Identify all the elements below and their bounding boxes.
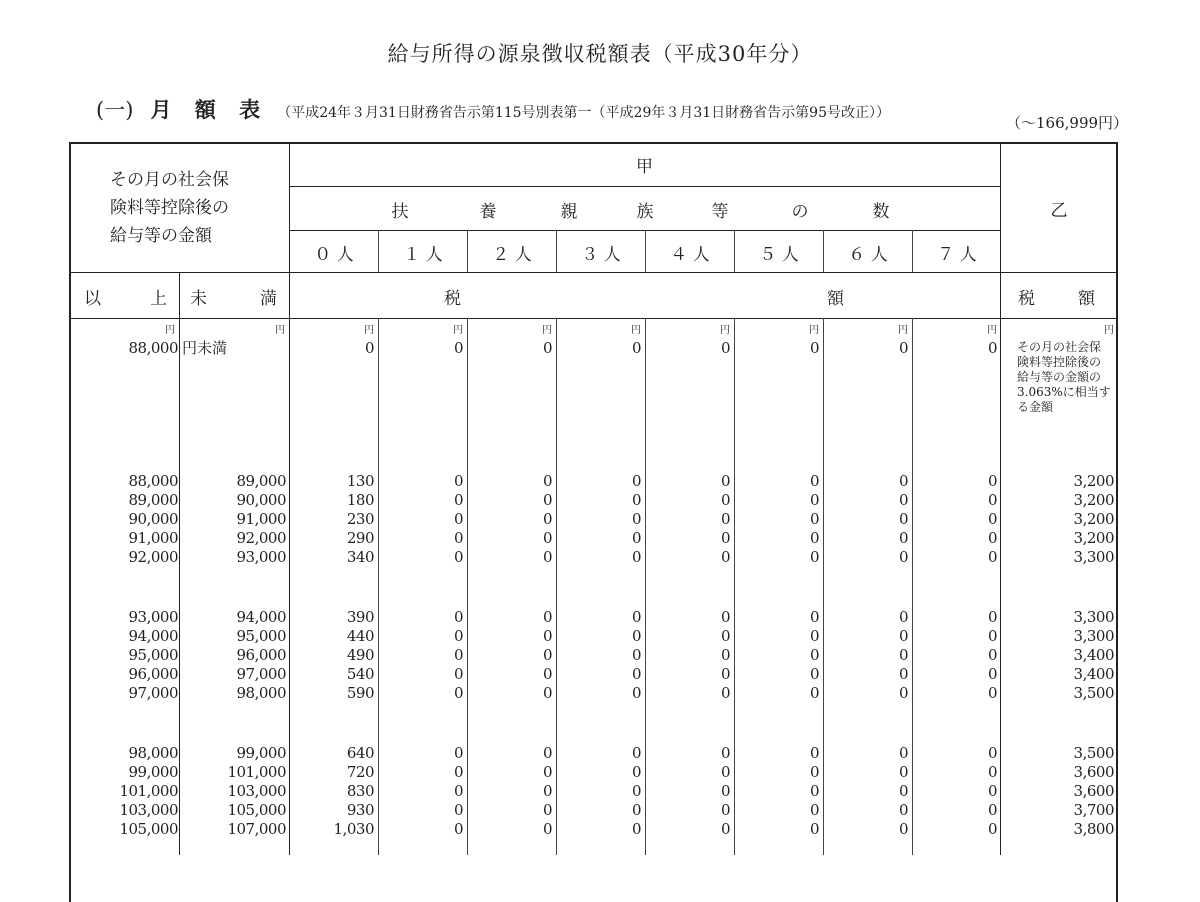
kou-tax-cell: 230 bbox=[346, 510, 374, 528]
kou-tax-cell: 180 bbox=[346, 491, 374, 509]
income-header-line: 険料等控除後の bbox=[110, 198, 229, 218]
kou-tax-cell: 0 bbox=[631, 646, 641, 664]
income-to-cell: 94,000 bbox=[236, 608, 286, 626]
income-to-cell: 93,000 bbox=[236, 548, 286, 566]
income-to-cell: 95,000 bbox=[236, 627, 286, 645]
kou-tax-cell: 1,030 bbox=[333, 820, 374, 838]
kou-tax-cell: 0 bbox=[898, 548, 908, 566]
kou-tax-cell: 0 bbox=[453, 608, 463, 626]
range-note: （～166,999円） bbox=[1006, 114, 1129, 132]
kou-tax-cell: 0 bbox=[898, 510, 908, 528]
kou-tax-cell: 0 bbox=[631, 529, 641, 547]
kou-tax-cell: 0 bbox=[631, 684, 641, 702]
kou-tax-cell: 0 bbox=[987, 608, 997, 626]
kou-tax-cell: 540 bbox=[346, 665, 374, 683]
kou-tax-cell: 0 bbox=[720, 763, 730, 781]
income-to-cell: 107,000 bbox=[227, 820, 286, 838]
kou-tax-cell: 0 bbox=[542, 608, 552, 626]
kou-tax-cell: 0 bbox=[898, 820, 908, 838]
otsu-tax-cell: 3,200 bbox=[1073, 529, 1114, 547]
kou-tax-cell: 0 bbox=[453, 684, 463, 702]
kou-tax-cell: 0 bbox=[453, 820, 463, 838]
kou-tax-cell: 0 bbox=[720, 491, 730, 509]
kou-tax-cell: 490 bbox=[346, 646, 374, 664]
income-to-cell: 90,000 bbox=[236, 491, 286, 509]
kou-tax-cell: 0 bbox=[809, 491, 819, 509]
kou-tax-cell: 0 bbox=[809, 782, 819, 800]
income-from-cell: 92,000 bbox=[128, 548, 178, 566]
kou-tax-cell: 0 bbox=[898, 763, 908, 781]
kou-tax-cell: 0 bbox=[720, 548, 730, 566]
kou-tax-cell: 0 bbox=[898, 608, 908, 626]
kou-tax-cell: 0 bbox=[542, 665, 552, 683]
kou-tax-cell: 0 bbox=[453, 744, 463, 762]
kou-header: 甲 bbox=[636, 157, 653, 177]
kou-tax-cell: 0 bbox=[809, 472, 819, 490]
kou-tax-cell: 0 bbox=[720, 646, 730, 664]
kou-tax-cell: 0 bbox=[542, 684, 552, 702]
kou-tax-cell: 0 bbox=[720, 744, 730, 762]
kou-tax-cell: 0 bbox=[453, 665, 463, 683]
kou-tax-cell: 0 bbox=[720, 627, 730, 645]
kou-tax-cell: 0 bbox=[898, 801, 908, 819]
kou-tax-cell: 0 bbox=[453, 801, 463, 819]
kou-tax-cell: 0 bbox=[987, 801, 997, 819]
kou-tax-cell: 0 bbox=[809, 665, 819, 683]
kou-tax-cell: 0 bbox=[631, 510, 641, 528]
otsu-tax-cell: 3,600 bbox=[1073, 782, 1114, 800]
section-note: （平成24年３月31日財務省告示第115号別表第一（平成29年３月31日財務省告示第95号改正）） bbox=[277, 105, 890, 121]
kou-tax-cell: 0 bbox=[809, 801, 819, 819]
kou-tax-cell: 0 bbox=[987, 665, 997, 683]
otsu-tax-cell: 3,200 bbox=[1073, 472, 1114, 490]
kou-tax-cell: 290 bbox=[346, 529, 374, 547]
kou-tax-cell: 0 bbox=[542, 820, 552, 838]
kou-tax-cell: 0 bbox=[631, 763, 641, 781]
income-to-cell: 98,000 bbox=[236, 684, 286, 702]
income-header-line: その月の社会保 bbox=[110, 170, 229, 190]
income-from-cell: 93,000 bbox=[128, 608, 178, 626]
otsu-tax-cell: 3,800 bbox=[1073, 820, 1114, 838]
kou-tax-cell: 0 bbox=[631, 801, 641, 819]
kou-tax-cell: 0 bbox=[898, 684, 908, 702]
kou-tax-cell: 0 bbox=[898, 744, 908, 762]
kou-tax-cell: 0 bbox=[453, 646, 463, 664]
otsu-tax-cell: 3,500 bbox=[1073, 744, 1114, 762]
kou-tax-cell: 0 bbox=[720, 608, 730, 626]
otsu-tax-cell: 3,300 bbox=[1073, 608, 1114, 626]
section-name: 月 額 表 bbox=[150, 97, 269, 122]
kou-tax-cell: 0 bbox=[631, 744, 641, 762]
kou-tax-cell: 0 bbox=[720, 472, 730, 490]
kou-tax-cell: 0 bbox=[631, 472, 641, 490]
kou-tax-cell: 0 bbox=[453, 782, 463, 800]
kou-tax-cell: 0 bbox=[987, 744, 997, 762]
section-number: (一) bbox=[96, 98, 134, 122]
kou-tax-cell: 0 bbox=[898, 472, 908, 490]
kou-tax-cell: 0 bbox=[542, 548, 552, 566]
income-from-cell: 91,000 bbox=[128, 529, 178, 547]
kou-tax-cell: 0 bbox=[987, 627, 997, 645]
kou-tax-cell: 0 bbox=[542, 801, 552, 819]
otsu-tax-cell: 3,500 bbox=[1073, 684, 1114, 702]
otsu-tax-cell: 3,700 bbox=[1073, 801, 1114, 819]
kou-tax-cell: 340 bbox=[346, 548, 374, 566]
income-to-cell: 97,000 bbox=[236, 665, 286, 683]
kou-tax-cell: 0 bbox=[898, 627, 908, 645]
kou-tax-cell: 0 bbox=[809, 763, 819, 781]
kou-tax-cell: 0 bbox=[898, 529, 908, 547]
income-from-cell: 88,000 bbox=[128, 472, 178, 490]
kou-tax-cell: 590 bbox=[346, 684, 374, 702]
kou-tax-cell: 0 bbox=[631, 627, 641, 645]
section-heading bbox=[96, 94, 890, 124]
kou-tax-cell: 0 bbox=[987, 491, 997, 509]
income-from-cell: 103,000 bbox=[119, 801, 178, 819]
income-from-cell: 97,000 bbox=[128, 684, 178, 702]
otsu-tax-cell: 3,400 bbox=[1073, 646, 1114, 664]
kou-tax-cell: 390 bbox=[346, 608, 374, 626]
kou-tax-cell: 0 bbox=[987, 782, 997, 800]
income-to-cell: 89,000 bbox=[236, 472, 286, 490]
kou-tax-cell: 0 bbox=[542, 646, 552, 664]
kou-tax-cell: 0 bbox=[542, 491, 552, 509]
otsu-tax-cell: 3,300 bbox=[1073, 548, 1114, 566]
kou-tax-cell: 0 bbox=[631, 665, 641, 683]
kou-tax-cell: 0 bbox=[987, 763, 997, 781]
income-to-cell: 105,000 bbox=[227, 801, 286, 819]
kou-tax-cell: 0 bbox=[542, 627, 552, 645]
income-from-cell: 99,000 bbox=[128, 763, 178, 781]
kou-tax-cell: 0 bbox=[720, 782, 730, 800]
kou-tax-cell: 0 bbox=[631, 782, 641, 800]
document-title: 給与所得の源泉徴収税額表（平成30年分） bbox=[387, 42, 813, 66]
otsu-tax-cell: 3,200 bbox=[1073, 510, 1114, 528]
kou-tax-cell: 0 bbox=[720, 684, 730, 702]
kou-tax-cell: 440 bbox=[346, 627, 374, 645]
kou-tax-cell: 0 bbox=[720, 529, 730, 547]
kou-tax-cell: 130 bbox=[346, 472, 374, 490]
kou-tax-cell: 0 bbox=[453, 529, 463, 547]
kou-tax-cell: 0 bbox=[987, 529, 997, 547]
kou-tax-cell: 0 bbox=[542, 529, 552, 547]
income-from-cell: 101,000 bbox=[119, 782, 178, 800]
kou-tax-cell: 0 bbox=[720, 801, 730, 819]
kou-tax-cell: 0 bbox=[453, 491, 463, 509]
kou-tax-cell: 0 bbox=[987, 684, 997, 702]
kou-tax-cell: 0 bbox=[809, 608, 819, 626]
kou-tax-cell: 0 bbox=[809, 646, 819, 664]
kou-tax-cell: 0 bbox=[542, 744, 552, 762]
kou-tax-cell: 0 bbox=[453, 510, 463, 528]
otsu-rate-note: その月の社会保険料等控除後の給与等の金額の3.063%に相当する金額 bbox=[1017, 340, 1111, 414]
kou-tax-cell: 720 bbox=[346, 763, 374, 781]
kou-tax-cell: 0 bbox=[631, 608, 641, 626]
kou-tax-cell: 0 bbox=[631, 491, 641, 509]
kou-tax-cell: 640 bbox=[346, 744, 374, 762]
income-from-cell: 96,000 bbox=[128, 665, 178, 683]
kou-tax-cell: 0 bbox=[720, 665, 730, 683]
kou-tax-cell: 0 bbox=[898, 665, 908, 683]
income-from-cell: 98,000 bbox=[128, 744, 178, 762]
kou-tax-cell: 830 bbox=[346, 782, 374, 800]
kou-tax-cell: 0 bbox=[720, 510, 730, 528]
kou-tax-cell: 0 bbox=[542, 782, 552, 800]
kou-tax-cell: 930 bbox=[346, 801, 374, 819]
income-to-cell: 96,000 bbox=[236, 646, 286, 664]
income-from-cell: 90,000 bbox=[128, 510, 178, 528]
kou-tax-cell: 0 bbox=[809, 510, 819, 528]
kou-tax-cell: 0 bbox=[453, 472, 463, 490]
income-from-cell: 94,000 bbox=[128, 627, 178, 645]
income-to-cell: 101,000 bbox=[227, 763, 286, 781]
otsu-header: 乙 bbox=[1050, 201, 1068, 221]
otsu-tax-cell: 3,200 bbox=[1073, 491, 1114, 509]
kou-tax-cell: 0 bbox=[898, 646, 908, 664]
kou-tax-cell: 0 bbox=[898, 782, 908, 800]
kou-tax-cell: 0 bbox=[720, 820, 730, 838]
kou-tax-cell: 0 bbox=[631, 548, 641, 566]
kou-tax-cell: 0 bbox=[987, 472, 997, 490]
kou-tax-cell: 0 bbox=[809, 627, 819, 645]
income-header-line: 給与等の金額 bbox=[110, 226, 212, 246]
kou-tax-cell: 0 bbox=[809, 529, 819, 547]
kou-tax-cell: 0 bbox=[809, 820, 819, 838]
income-from-cell: 105,000 bbox=[119, 820, 178, 838]
income-header-label bbox=[110, 166, 229, 250]
kou-tax-cell: 0 bbox=[987, 646, 997, 664]
kou-tax-cell: 0 bbox=[542, 472, 552, 490]
otsu-tax-cell: 3,600 bbox=[1073, 763, 1114, 781]
kou-tax-cell: 0 bbox=[453, 763, 463, 781]
kou-tax-cell: 0 bbox=[809, 744, 819, 762]
kou-tax-cell: 0 bbox=[542, 510, 552, 528]
income-to-cell: 91,000 bbox=[236, 510, 286, 528]
income-from-cell: 89,000 bbox=[128, 491, 178, 509]
kou-tax-cell: 0 bbox=[809, 684, 819, 702]
otsu-tax-cell: 3,400 bbox=[1073, 665, 1114, 683]
kou-tax-cell: 0 bbox=[898, 491, 908, 509]
kou-tax-cell: 0 bbox=[987, 510, 997, 528]
otsu-tax-cell: 3,300 bbox=[1073, 627, 1114, 645]
kou-tax-cell: 0 bbox=[987, 548, 997, 566]
kou-tax-cell: 0 bbox=[987, 820, 997, 838]
kou-tax-cell: 0 bbox=[453, 548, 463, 566]
income-to-cell: 99,000 bbox=[236, 744, 286, 762]
income-to-cell: 103,000 bbox=[227, 782, 286, 800]
kou-tax-cell: 0 bbox=[631, 820, 641, 838]
kou-tax-cell: 0 bbox=[809, 548, 819, 566]
income-to-cell: 92,000 bbox=[236, 529, 286, 547]
kou-tax-cell: 0 bbox=[453, 627, 463, 645]
income-from-cell: 95,000 bbox=[128, 646, 178, 664]
kou-tax-cell: 0 bbox=[542, 763, 552, 781]
